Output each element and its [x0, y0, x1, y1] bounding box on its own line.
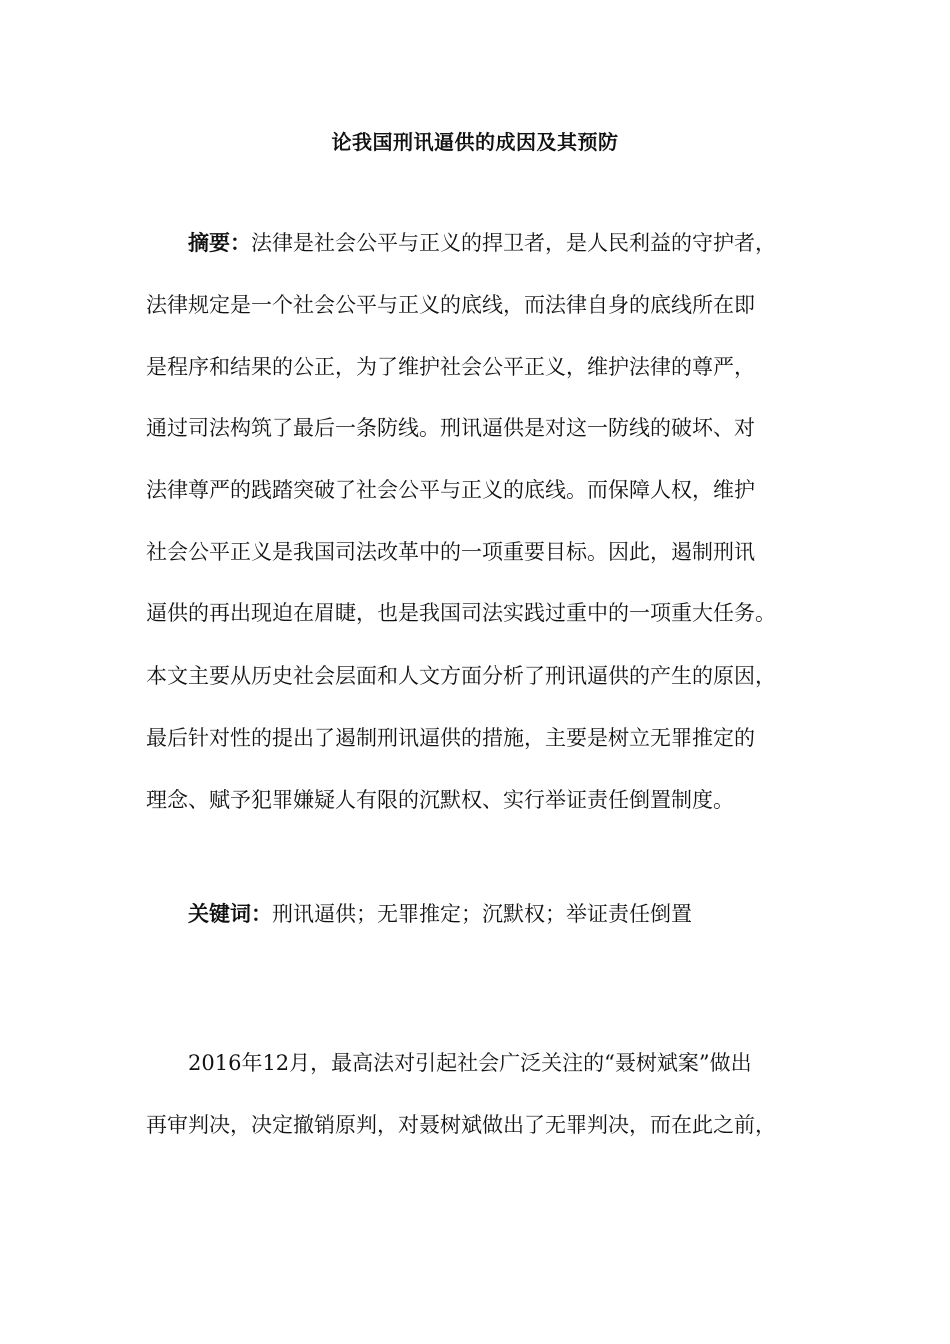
abstract-line-10: 理念、赋予犯罪嫌疑人有限的沉默权、实行举证责任倒置制度。 [146, 788, 734, 812]
abstract-line-2: 法律规定是一个社会公平与正义的底线，而法律自身的底线所在即 [146, 293, 755, 317]
abstract-first-line [188, 228, 776, 258]
abstract-line-7: 逼供的再出现迫在眉睫，也是我国司法实践过重中的一项重大任务。 [146, 601, 776, 625]
keywords-line [188, 899, 692, 929]
keywords-label: 关键词： [188, 902, 272, 926]
keywords-text: 刑讯逼供；无罪推定；沉默权；举证责任倒置 [272, 902, 692, 926]
body-line-2: 再审判决，决定撤销原判，对聂树斌做出了无罪判决，而在此之前， [146, 1113, 776, 1137]
abstract-line-1: 法律是社会公平与正义的捍卫者，是人民利益的守护者， [251, 231, 776, 255]
abstract-line-6: 社会公平正义是我国司法改革中的一项重要目标。因此，遏制刑讯 [146, 540, 755, 564]
body-line-1: 2016年12月，最高法对引起社会广泛关注的“聂树斌案”做出 [188, 1051, 752, 1075]
abstract-label: 摘要： [188, 231, 251, 255]
abstract-line-3: 是程序和结果的公正，为了维护社会公平正义，维护法律的尊严， [146, 355, 755, 379]
abstract-line-8: 本文主要从历史社会层面和人文方面分析了刑讯逼供的产生的原因， [146, 664, 776, 688]
abstract-line-5: 法律尊严的践踏突破了社会公平与正义的底线。而保障人权，维护 [146, 478, 755, 502]
abstract-line-9: 最后针对性的提出了遏制刑讯逼供的措施，主要是树立无罪推定的 [146, 726, 755, 750]
abstract-line-4: 通过司法构筑了最后一条防线。刑讯逼供是对这一防线的破坏、对 [146, 416, 755, 440]
document-title: 论我国刑讯逼供的成因及其预防 [331, 130, 619, 154]
